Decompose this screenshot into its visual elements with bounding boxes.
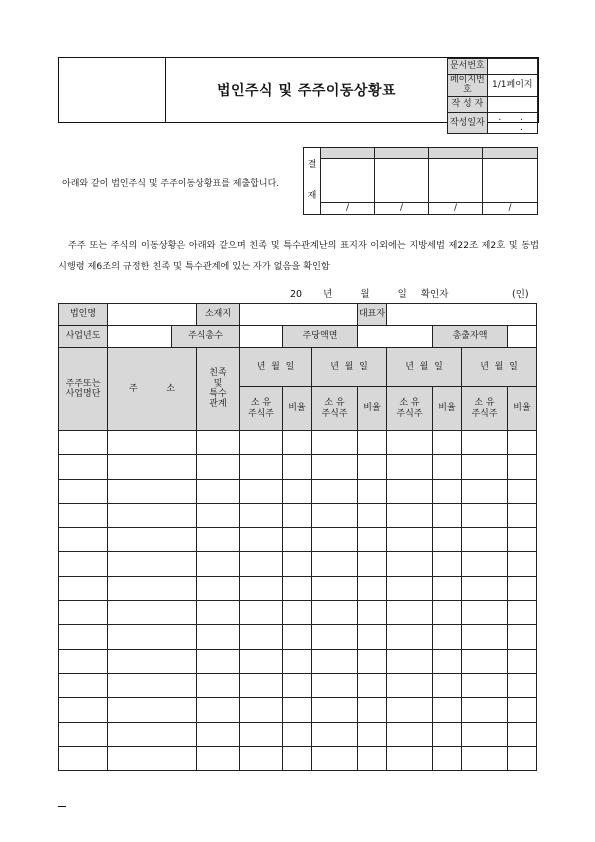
ratio-cell[interactable] — [433, 431, 462, 455]
representative-label: 대표자 — [358, 304, 387, 326]
approval-box — [303, 147, 538, 215]
table-row — [59, 528, 537, 552]
ratio-cell[interactable] — [433, 503, 462, 527]
corp-name-field[interactable] — [108, 304, 197, 326]
address-cell[interactable] — [108, 503, 197, 527]
total-shares-field[interactable] — [240, 326, 283, 348]
owned-shares-cell[interactable] — [312, 649, 358, 673]
ratio-cell[interactable] — [433, 552, 462, 576]
owned-shares-cell[interactable] — [312, 479, 358, 503]
ratio-cell[interactable] — [283, 528, 312, 552]
owned-shares-cell[interactable] — [387, 673, 433, 697]
ratio-header-2: 비율 — [358, 387, 387, 431]
business-year-label: 사업년도 — [59, 326, 108, 348]
ratio-cell[interactable] — [283, 722, 312, 746]
table-row — [59, 503, 537, 527]
approval-label-top: 결 — [307, 160, 317, 171]
ratio-cell[interactable] — [508, 601, 537, 625]
owned-shares-cell[interactable] — [240, 431, 283, 455]
ratio-cell[interactable] — [283, 649, 312, 673]
seal-mark: (인) — [512, 289, 529, 300]
ratio-cell[interactable] — [433, 625, 462, 649]
owned-shares-cell[interactable] — [312, 722, 358, 746]
relation-cell[interactable] — [197, 479, 240, 503]
ratio-cell[interactable] — [508, 431, 537, 455]
ratio-cell[interactable] — [358, 698, 387, 722]
owned-shares-cell[interactable] — [240, 649, 283, 673]
date-value[interactable]: . . . — [487, 112, 537, 134]
owned-shares-cell[interactable] — [462, 552, 508, 576]
address-cell[interactable] — [108, 576, 197, 600]
address-cell[interactable] — [108, 431, 197, 455]
owned-shares-cell[interactable] — [240, 698, 283, 722]
ratio-cell[interactable] — [358, 746, 387, 770]
approval-sign-1[interactable] — [321, 159, 375, 203]
address-cell[interactable] — [108, 479, 197, 503]
table-row — [59, 673, 537, 697]
relation-cell[interactable] — [197, 431, 240, 455]
ratio-cell[interactable] — [283, 673, 312, 697]
ratio-cell[interactable] — [283, 479, 312, 503]
owned-shares-cell[interactable] — [462, 722, 508, 746]
approval-title-2[interactable] — [375, 148, 429, 159]
owned-shares-cell[interactable] — [312, 673, 358, 697]
owned-shares-cell[interactable] — [312, 625, 358, 649]
table-row — [59, 601, 537, 625]
owned-shares-cell[interactable] — [312, 698, 358, 722]
period-header-4: 년 월 일 — [462, 348, 537, 387]
ratio-cell[interactable] — [433, 479, 462, 503]
owned-shares-cell[interactable] — [240, 601, 283, 625]
relation-cell[interactable] — [197, 625, 240, 649]
table-row — [59, 722, 537, 746]
ratio-cell[interactable] — [283, 698, 312, 722]
doc-number-label: 문서번호 — [448, 59, 488, 75]
ratio-cell[interactable] — [433, 601, 462, 625]
ratio-cell[interactable] — [508, 455, 537, 479]
approval-sign-2[interactable] — [375, 159, 429, 203]
owned-shares-cell[interactable] — [462, 698, 508, 722]
shareholder-cell[interactable] — [59, 576, 108, 600]
ratio-cell[interactable] — [283, 503, 312, 527]
owned-shares-cell[interactable] — [387, 503, 433, 527]
ratio-cell[interactable] — [358, 552, 387, 576]
owned-shares-cell[interactable] — [312, 455, 358, 479]
ratio-cell[interactable] — [358, 625, 387, 649]
address-cell[interactable] — [108, 746, 197, 770]
doc-info-table — [447, 58, 538, 134]
relation-cell[interactable] — [197, 673, 240, 697]
ratio-cell[interactable] — [283, 431, 312, 455]
owned-shares-header-3: 소 유 주식주 — [387, 387, 433, 431]
owned-shares-cell[interactable] — [462, 528, 508, 552]
table-row — [59, 698, 537, 722]
table-row — [59, 576, 537, 600]
owned-shares-header-2: 소 유 주식주 — [312, 387, 358, 431]
owned-shares-cell[interactable] — [387, 455, 433, 479]
period-header-3: 년 월 일 — [387, 348, 462, 387]
approval-sign-4[interactable] — [483, 159, 538, 203]
owned-shares-cell[interactable] — [462, 601, 508, 625]
data-rows — [59, 431, 537, 771]
ratio-header-4: 비율 — [508, 387, 537, 431]
owned-shares-cell[interactable] — [312, 746, 358, 770]
address-cell[interactable] — [108, 528, 197, 552]
confirm-text: 주주 또는 주식의 이동상황은 아래와 같으며 친족 및 특수관계난의 표지자 이외에는 지방세법 제22조 제2호 및 동법 시행령 제6조의 규정한 친족 및 특수관계에 있는 자가 없음을 확인함 — [58, 240, 539, 272]
total-capital-label: 총출자액 — [433, 326, 508, 348]
doc-number-value[interactable] — [487, 59, 537, 75]
total-shares-label: 주식총수 — [172, 326, 240, 348]
relation-cell[interactable] — [197, 455, 240, 479]
ratio-cell[interactable] — [508, 698, 537, 722]
shareholder-cell[interactable] — [59, 722, 108, 746]
owned-shares-cell[interactable] — [387, 601, 433, 625]
ratio-cell[interactable] — [433, 576, 462, 600]
relation-cell[interactable] — [197, 722, 240, 746]
relation-header: 친족 및 특수 관계 — [197, 348, 240, 431]
ratio-cell[interactable] — [358, 722, 387, 746]
shareholder-table — [58, 303, 537, 771]
owned-shares-cell[interactable] — [387, 552, 433, 576]
owned-shares-cell[interactable] — [462, 479, 508, 503]
owned-shares-cell[interactable] — [240, 625, 283, 649]
table-row — [59, 625, 537, 649]
owned-shares-cell[interactable] — [312, 503, 358, 527]
ratio-cell[interactable] — [508, 479, 537, 503]
ratio-header-3: 비율 — [433, 387, 462, 431]
ratio-cell[interactable] — [283, 576, 312, 600]
approval-label-bottom: 재 — [307, 191, 317, 202]
table-row — [59, 479, 537, 503]
address-cell[interactable] — [108, 722, 197, 746]
ratio-cell[interactable] — [358, 479, 387, 503]
page-title: 법인주식 및 주주이동상황표 — [216, 83, 397, 99]
shareholder-cell[interactable] — [59, 649, 108, 673]
owned-shares-cell[interactable] — [387, 746, 433, 770]
approval-label — [304, 148, 321, 215]
ratio-cell[interactable] — [283, 601, 312, 625]
owned-shares-cell[interactable] — [387, 479, 433, 503]
owned-shares-cell[interactable] — [240, 673, 283, 697]
owned-shares-cell[interactable] — [462, 746, 508, 770]
ratio-cell[interactable] — [283, 625, 312, 649]
ratio-cell[interactable] — [433, 528, 462, 552]
ratio-cell[interactable] — [433, 455, 462, 479]
ratio-cell[interactable] — [358, 673, 387, 697]
ratio-cell[interactable] — [283, 455, 312, 479]
ratio-cell[interactable] — [508, 649, 537, 673]
ratio-cell[interactable] — [433, 698, 462, 722]
footer-mark — [58, 806, 66, 807]
owned-shares-cell[interactable] — [312, 528, 358, 552]
table-row — [59, 649, 537, 673]
par-value-field[interactable] — [358, 326, 433, 348]
ratio-cell[interactable] — [283, 746, 312, 770]
owned-shares-header-1: 소 유 주식주 — [240, 387, 283, 431]
author-label: 작 성 자 — [448, 96, 488, 112]
approval-date-4[interactable]: / — [483, 203, 538, 215]
address-cell[interactable] — [108, 552, 197, 576]
relation-cell[interactable] — [197, 746, 240, 770]
shareholder-cell[interactable] — [59, 503, 108, 527]
owned-shares-cell[interactable] — [240, 455, 283, 479]
relation-cell[interactable] — [197, 552, 240, 576]
representative-field[interactable] — [387, 304, 537, 326]
ratio-cell[interactable] — [358, 601, 387, 625]
corp-name-label: 법인명 — [59, 304, 108, 326]
owned-shares-cell[interactable] — [240, 552, 283, 576]
relation-cell[interactable] — [197, 698, 240, 722]
location-label: 소재지 — [197, 304, 240, 326]
ratio-cell[interactable] — [508, 552, 537, 576]
par-value-label: 주당액면 — [283, 326, 358, 348]
address-cell[interactable] — [108, 455, 197, 479]
owned-shares-cell[interactable] — [312, 601, 358, 625]
approval-sign-3[interactable] — [429, 159, 483, 203]
relation-cell[interactable] — [197, 576, 240, 600]
header-blank-cell — [59, 58, 166, 122]
owned-shares-cell[interactable] — [387, 698, 433, 722]
relation-cell[interactable] — [197, 649, 240, 673]
ratio-cell[interactable] — [283, 552, 312, 576]
date-confirmer-line: 20 년 월 일 확인자 — [290, 289, 449, 300]
date-label: 작성일자 — [448, 112, 488, 134]
ratio-cell[interactable] — [358, 649, 387, 673]
shareholder-cell[interactable] — [59, 479, 108, 503]
shareholder-header: 주주또는 사업명단 — [59, 348, 108, 431]
address-cell[interactable] — [108, 698, 197, 722]
owned-shares-cell[interactable] — [387, 649, 433, 673]
owned-shares-cell[interactable] — [387, 576, 433, 600]
approval-title-3[interactable] — [429, 148, 483, 159]
submit-text: 아래와 같이 법인주식 및 주주이동상황표를 제출합니다. — [62, 179, 280, 189]
owned-shares-cell[interactable] — [240, 503, 283, 527]
address-cell[interactable] — [108, 625, 197, 649]
owned-shares-cell[interactable] — [462, 576, 508, 600]
shareholder-cell[interactable] — [59, 552, 108, 576]
approval-title-1[interactable] — [321, 148, 375, 159]
table-row — [59, 552, 537, 576]
owned-shares-cell[interactable] — [462, 673, 508, 697]
ratio-cell[interactable] — [358, 503, 387, 527]
owned-shares-cell[interactable] — [462, 455, 508, 479]
owned-shares-cell[interactable] — [312, 576, 358, 600]
owned-shares-header-4: 소 유 주식주 — [462, 387, 508, 431]
owned-shares-cell[interactable] — [240, 479, 283, 503]
ratio-cell[interactable] — [508, 503, 537, 527]
shareholder-cell[interactable] — [59, 431, 108, 455]
approval-date-1[interactable]: / — [321, 203, 375, 215]
owned-shares-cell[interactable] — [240, 528, 283, 552]
ratio-cell[interactable] — [508, 625, 537, 649]
author-value[interactable] — [487, 96, 537, 112]
address-cell[interactable] — [108, 649, 197, 673]
business-year-field[interactable] — [108, 326, 172, 348]
address-header: 주 소 — [108, 348, 197, 431]
owned-shares-cell[interactable] — [312, 431, 358, 455]
ratio-cell[interactable] — [433, 673, 462, 697]
owned-shares-cell[interactable] — [312, 552, 358, 576]
page-number-label: 페이지번호 — [448, 75, 488, 97]
period-header-2: 년 월 일 — [312, 348, 387, 387]
ratio-cell[interactable] — [508, 528, 537, 552]
ratio-header-1: 비율 — [283, 387, 312, 431]
owned-shares-cell[interactable] — [387, 625, 433, 649]
owned-shares-cell[interactable] — [240, 722, 283, 746]
header-box — [58, 57, 539, 134]
table-row — [59, 455, 537, 479]
relation-cell[interactable] — [197, 503, 240, 527]
owned-shares-cell[interactable] — [387, 528, 433, 552]
owned-shares-cell[interactable] — [387, 722, 433, 746]
shareholder-cell[interactable] — [59, 698, 108, 722]
address-cell[interactable] — [108, 673, 197, 697]
owned-shares-cell[interactable] — [462, 503, 508, 527]
approval-title-4[interactable] — [483, 148, 538, 159]
table-row — [59, 431, 537, 455]
ratio-cell[interactable] — [508, 746, 537, 770]
ratio-cell[interactable] — [358, 431, 387, 455]
ratio-cell[interactable] — [433, 746, 462, 770]
shareholder-cell[interactable] — [59, 746, 108, 770]
ratio-cell[interactable] — [358, 455, 387, 479]
relation-cell[interactable] — [197, 528, 240, 552]
ratio-cell[interactable] — [433, 649, 462, 673]
owned-shares-cell[interactable] — [462, 431, 508, 455]
approval-date-3[interactable]: / — [429, 203, 483, 215]
location-field[interactable] — [240, 304, 358, 326]
owned-shares-cell[interactable] — [387, 431, 433, 455]
total-capital-field[interactable] — [508, 326, 537, 348]
ratio-cell[interactable] — [358, 576, 387, 600]
ratio-cell[interactable] — [433, 722, 462, 746]
approval-date-2[interactable]: / — [375, 203, 429, 215]
page-number-value: 1/1페이지 — [487, 75, 537, 97]
shareholder-cell[interactable] — [59, 528, 108, 552]
address-cell[interactable] — [108, 601, 197, 625]
owned-shares-cell[interactable] — [462, 649, 508, 673]
ratio-cell[interactable] — [508, 673, 537, 697]
relation-cell[interactable] — [197, 601, 240, 625]
shareholder-cell[interactable] — [59, 601, 108, 625]
owned-shares-cell[interactable] — [462, 625, 508, 649]
shareholder-cell[interactable] — [59, 625, 108, 649]
ratio-cell[interactable] — [358, 528, 387, 552]
ratio-cell[interactable] — [508, 576, 537, 600]
owned-shares-cell[interactable] — [240, 576, 283, 600]
ratio-cell[interactable] — [508, 722, 537, 746]
shareholder-cell[interactable] — [59, 673, 108, 697]
shareholder-cell[interactable] — [59, 455, 108, 479]
table-row — [59, 746, 537, 770]
owned-shares-cell[interactable] — [240, 746, 283, 770]
period-header-1: 년 월 일 — [240, 348, 312, 387]
